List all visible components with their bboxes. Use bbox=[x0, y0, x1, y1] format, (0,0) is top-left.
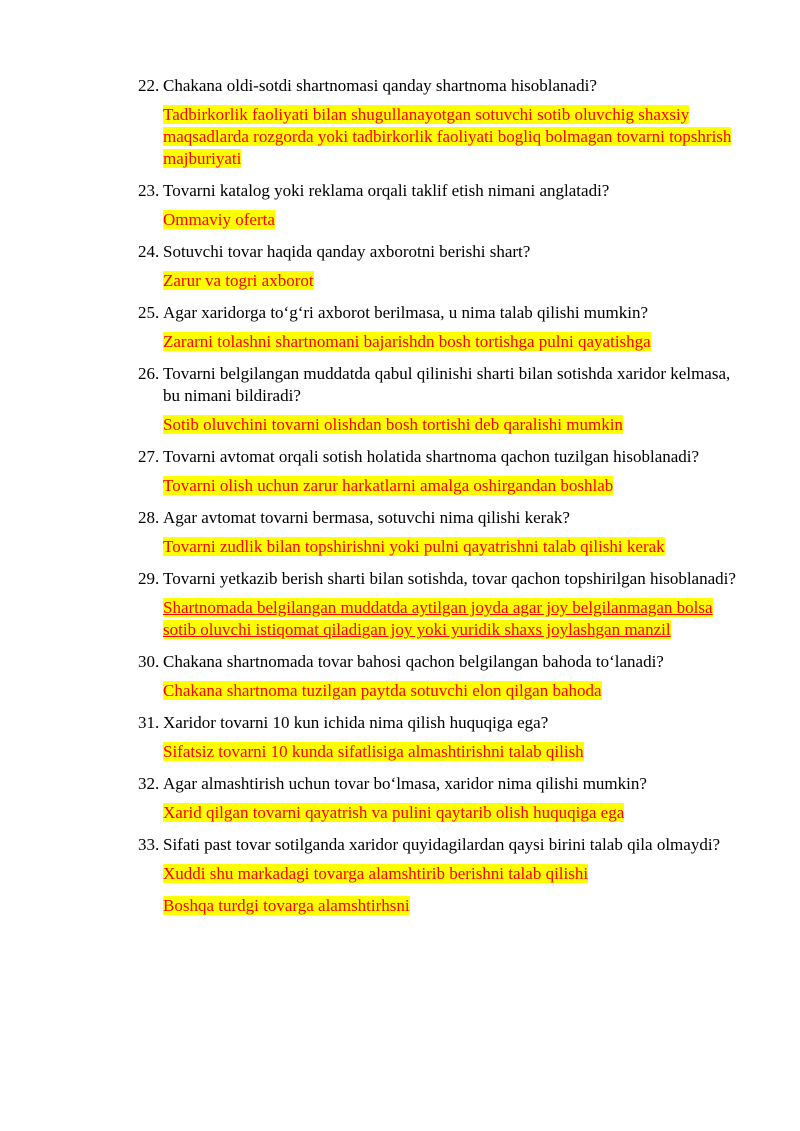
question-text: Sifati past tovar sotilganda xaridor quyidagilardan qaysi birini talab qila olmaydi? bbox=[163, 835, 721, 854]
question bbox=[138, 712, 738, 734]
answer-text: Tadbirkorlik faoliyati bilan shugullanayotgan sotuvchi sotib oluvchig shaxsiy maqsadlarda rozgorda yoki tadbirkorlik faoliyati bogliq bolmagan tovarni topshrish majburiyati bbox=[163, 105, 732, 168]
question-number: 33. bbox=[138, 835, 160, 854]
qa-item-26 bbox=[138, 363, 738, 436]
question bbox=[138, 834, 738, 856]
answer-block bbox=[138, 209, 738, 231]
question-text: Sotuvchi tovar haqida qanday axborotni berishi shart? bbox=[163, 242, 531, 261]
qa-item-24 bbox=[138, 241, 738, 292]
answer-block bbox=[138, 331, 738, 353]
question-text: Chakana shartnomada tovar bahosi qachon belgilangan bahoda to‘lanadi? bbox=[163, 652, 664, 671]
question bbox=[138, 75, 738, 97]
answer-text: Boshqa turdgi tovarga alamshtirhsni bbox=[163, 896, 410, 915]
question-number: 30. bbox=[138, 652, 160, 671]
answer bbox=[163, 895, 738, 917]
qa-item-32 bbox=[138, 773, 738, 824]
question-text: Tovarni avtomat orqali sotish holatida shartnoma qachon tuzilgan hisoblanadi? bbox=[163, 447, 700, 466]
question-number: 31. bbox=[138, 713, 160, 732]
answer bbox=[163, 802, 738, 824]
answer-block bbox=[138, 680, 738, 702]
answer bbox=[163, 331, 738, 353]
question-number: 32. bbox=[138, 774, 160, 793]
question bbox=[138, 773, 738, 795]
qa-item-23 bbox=[138, 180, 738, 231]
question-text: Tovarni yetkazib berish sharti bilan sotishda, tovar qachon topshirilgan hisoblanadi? bbox=[163, 569, 736, 588]
answer-block bbox=[138, 104, 738, 170]
qa-item-22 bbox=[138, 75, 738, 170]
answer-block bbox=[138, 863, 738, 917]
answer-block bbox=[138, 597, 738, 641]
answer-block bbox=[138, 270, 738, 292]
question-text: Agar avtomat tovarni bermasa, sotuvchi nima qilishi kerak? bbox=[163, 508, 570, 527]
answer-block bbox=[138, 414, 738, 436]
qa-item-25 bbox=[138, 302, 738, 353]
question bbox=[138, 568, 738, 590]
question-list bbox=[138, 75, 738, 927]
answer-text: Tovarni olish uchun zarur harkatlarni amalga oshirgandan boshlab bbox=[163, 476, 614, 495]
qa-item-33 bbox=[138, 834, 738, 917]
answer-text: Shartnomada belgilangan muddatda aytilgan joyda agar joy belgilanmagan bolsa sotib oluvchi istiqomat qiladigan joy yoki yuridik shaxs joylashgan manzil bbox=[163, 598, 713, 639]
question bbox=[138, 651, 738, 673]
question-number: 23. bbox=[138, 181, 160, 200]
question bbox=[138, 446, 738, 468]
question-text: Agar almashtirish uchun tovar bo‘lmasa, xaridor nima qilishi mumkin? bbox=[163, 774, 647, 793]
answer-block bbox=[138, 802, 738, 824]
qa-item-29 bbox=[138, 568, 738, 641]
question-text: Agar xaridorga to‘g‘ri axborot berilmasa, u nima talab qilishi mumkin? bbox=[163, 303, 649, 322]
question-number: 25. bbox=[138, 303, 160, 322]
answer bbox=[163, 270, 738, 292]
answer-text: Xuddi shu markadagi tovarga alamshtirib berishni talab qilishi bbox=[163, 864, 589, 883]
question-text: Tovarni katalog yoki reklama orqali taklif etish nimani anglatadi? bbox=[163, 181, 610, 200]
qa-item-31 bbox=[138, 712, 738, 763]
question-text: Xaridor tovarni 10 kun ichida nima qilish huquqiga ega? bbox=[163, 713, 549, 732]
answer-block bbox=[138, 475, 738, 497]
question bbox=[138, 302, 738, 324]
answer-block bbox=[138, 741, 738, 763]
question-number: 26. bbox=[138, 364, 160, 383]
answer bbox=[163, 104, 738, 170]
qa-item-28 bbox=[138, 507, 738, 558]
question-number: 28. bbox=[138, 508, 160, 527]
answer-text: Sifatsiz tovarni 10 kunda sifatlisiga almashtirishni talab qilish bbox=[163, 742, 584, 761]
answer-text: Xarid qilgan tovarni qayatrish va pulini qaytarib olish huquqiga ega bbox=[163, 803, 625, 822]
answer bbox=[163, 680, 738, 702]
answer-text: Sotib oluvchini tovarni olishdan bosh tortishi deb qaralishi mumkin bbox=[163, 415, 623, 434]
answer bbox=[163, 741, 738, 763]
answer bbox=[163, 475, 738, 497]
answer-block bbox=[138, 536, 738, 558]
answer-text: Chakana shartnoma tuzilgan paytda sotuvchi elon qilgan bahoda bbox=[163, 681, 602, 700]
answer-text: Tovarni zudlik bilan topshirishni yoki pulni qayatrishni talab qilishi kerak bbox=[163, 537, 665, 556]
answer-text: Ommaviy oferta bbox=[163, 210, 275, 229]
answer bbox=[163, 597, 738, 641]
question-text: Chakana oldi-sotdi shartnomasi qanday shartnoma hisoblanadi? bbox=[163, 76, 597, 95]
answer-text: Zarur va togri axborot bbox=[163, 271, 314, 290]
question bbox=[138, 180, 738, 202]
question bbox=[138, 241, 738, 263]
qa-item-27 bbox=[138, 446, 738, 497]
answer bbox=[163, 414, 738, 436]
answer bbox=[163, 863, 738, 885]
question-number: 27. bbox=[138, 447, 160, 466]
question bbox=[138, 507, 738, 529]
answer bbox=[163, 209, 738, 231]
question-text: Tovarni belgilangan muddatda qabul qilinishi sharti bilan sotishda xaridor kelmasa, bu nimani bildiradi? bbox=[163, 364, 731, 405]
qa-item-30 bbox=[138, 651, 738, 702]
question-number: 29. bbox=[138, 569, 160, 588]
question-number: 22. bbox=[138, 76, 160, 95]
question bbox=[138, 363, 738, 407]
answer-text: Zararni tolashni shartnomani bajarishdn bosh tortishga pulni qayatishga bbox=[163, 332, 651, 351]
answer bbox=[163, 536, 738, 558]
question-number: 24. bbox=[138, 242, 160, 261]
